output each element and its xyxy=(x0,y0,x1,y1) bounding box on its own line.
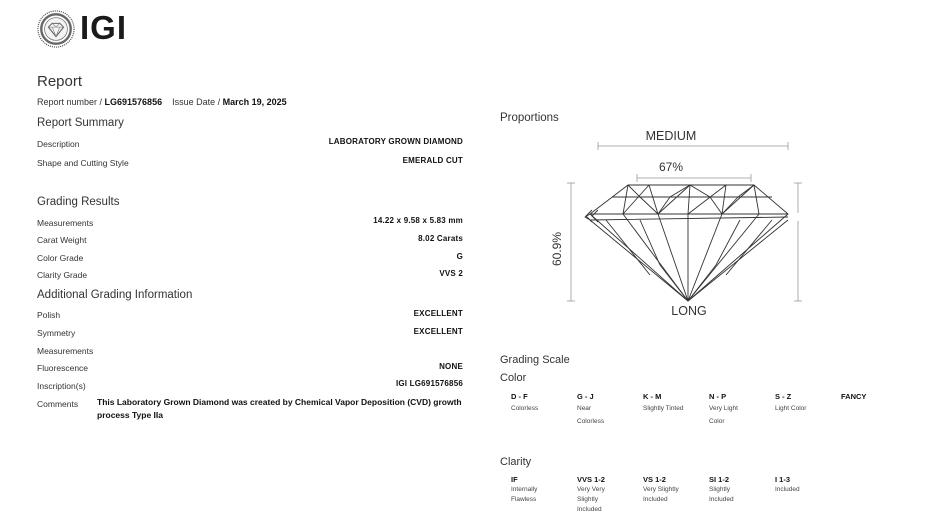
clarity-desc: Slightly xyxy=(577,496,598,503)
grading-row-value: VVS 2 xyxy=(439,269,463,278)
color-scale-item xyxy=(511,392,538,414)
proportions-heading: Proportions xyxy=(500,112,559,124)
grading-row-label: Measurements xyxy=(37,218,94,228)
clarity-scale-item xyxy=(511,475,537,505)
igi-seal-icon xyxy=(37,10,75,48)
color-code: N - P xyxy=(709,392,727,401)
grading-row-label: Color Grade xyxy=(37,253,84,263)
grading-scale-heading: Grading Scale xyxy=(500,354,570,366)
color-desc: Slightly Tinted xyxy=(643,405,684,412)
grading-results-heading: Grading Results xyxy=(37,196,120,208)
color-desc: Colorless xyxy=(511,405,539,412)
clarity-code: SI 1-2 xyxy=(709,475,730,484)
additional-row-label: Polish xyxy=(37,310,61,320)
summary-row-label: Shape and Cutting Style xyxy=(37,158,129,168)
color-scale-item xyxy=(709,392,738,427)
clarity-scale-item xyxy=(709,475,734,505)
color-code: K - M xyxy=(643,392,662,401)
comments-label: Comments xyxy=(37,399,79,409)
report-summary-heading: Report Summary xyxy=(37,117,124,129)
additional-row-label: Fluorescence xyxy=(37,363,89,373)
clarity-desc: Included xyxy=(577,506,602,513)
color-scale-heading: Color xyxy=(500,372,527,384)
color-code: D - F xyxy=(511,392,528,401)
clarity-desc: Very Very xyxy=(577,486,605,493)
clarity-code: I 1-3 xyxy=(775,475,791,484)
clarity-scale-heading: Clarity xyxy=(500,456,532,468)
color-code: FANCY xyxy=(841,392,867,401)
grading-row-label: Clarity Grade xyxy=(37,270,88,280)
clarity-desc: Slightly xyxy=(709,486,730,493)
additional-row-label: Symmetry xyxy=(37,328,76,338)
girdle-label: MEDIUM xyxy=(645,129,697,143)
brand-logo-text: IGI xyxy=(80,9,128,46)
color-code: S - Z xyxy=(775,392,792,401)
color-desc: Very Light xyxy=(709,405,738,412)
clarity-scale-item xyxy=(643,475,679,505)
clarity-code: VS 1-2 xyxy=(643,475,666,484)
clarity-desc: Internally xyxy=(511,486,538,493)
additional-row-label: Inscription(s) xyxy=(37,381,86,391)
proportions-diagram xyxy=(540,125,820,320)
culet-label: LONG xyxy=(671,304,707,318)
color-scale-item xyxy=(577,392,604,427)
report-number-label: Report number / xyxy=(37,97,105,107)
report-title: Report xyxy=(37,73,83,90)
additional-row-value: NONE xyxy=(439,362,463,371)
color-code: G - J xyxy=(577,392,594,401)
additional-row-value: EXCELLENT xyxy=(413,309,463,318)
issue-date: March 19, 2025 xyxy=(222,97,287,107)
color-desc: Color xyxy=(709,418,725,425)
clarity-desc: Flawless xyxy=(511,496,537,503)
grading-row-value: 14.22 x 9.58 x 5.83 mm xyxy=(373,216,463,225)
color-desc: Light Color xyxy=(775,405,807,412)
grading-row-value: 8.02 Carats xyxy=(418,234,463,243)
summary-row-value: LABORATORY GROWN DIAMOND xyxy=(328,137,463,146)
report-number: LG691576856 xyxy=(104,97,163,107)
summary-row-label: Description xyxy=(37,139,80,149)
clarity-scale-item xyxy=(775,475,800,495)
grading-row-value: G xyxy=(456,252,463,261)
report-meta xyxy=(37,97,287,107)
clarity-scale-item xyxy=(577,475,605,515)
clarity-code: VVS 1-2 xyxy=(577,475,605,484)
additional-row-label: Measurements xyxy=(37,346,94,356)
color-scale-item xyxy=(841,392,866,401)
table-percent: 67% xyxy=(658,160,684,174)
clarity-desc: Included xyxy=(775,486,800,493)
depth-percent: 60.9% xyxy=(550,231,564,267)
issue-date-label: Issue Date / xyxy=(172,97,223,107)
clarity-desc: Included xyxy=(709,496,734,503)
grading-row-label: Carat Weight xyxy=(37,235,87,245)
color-scale-item xyxy=(775,392,806,414)
comments-text: This Laboratory Grown Diamond was created by Chemical Vapor Deposition (CVD) growth process Type IIa xyxy=(97,397,462,420)
color-desc: Near xyxy=(577,405,592,412)
additional-info-heading: Additional Grading Information xyxy=(37,289,193,301)
color-desc: Colorless xyxy=(577,418,605,425)
color-scale-item xyxy=(643,392,683,414)
clarity-desc: Included xyxy=(643,496,668,503)
clarity-desc: Very Slightly xyxy=(643,486,679,493)
summary-row-value: EMERALD CUT xyxy=(402,156,463,165)
additional-row-value: EXCELLENT xyxy=(413,327,463,336)
clarity-code: IF xyxy=(511,475,518,484)
additional-row-value: IGI LG691576856 xyxy=(395,379,463,388)
